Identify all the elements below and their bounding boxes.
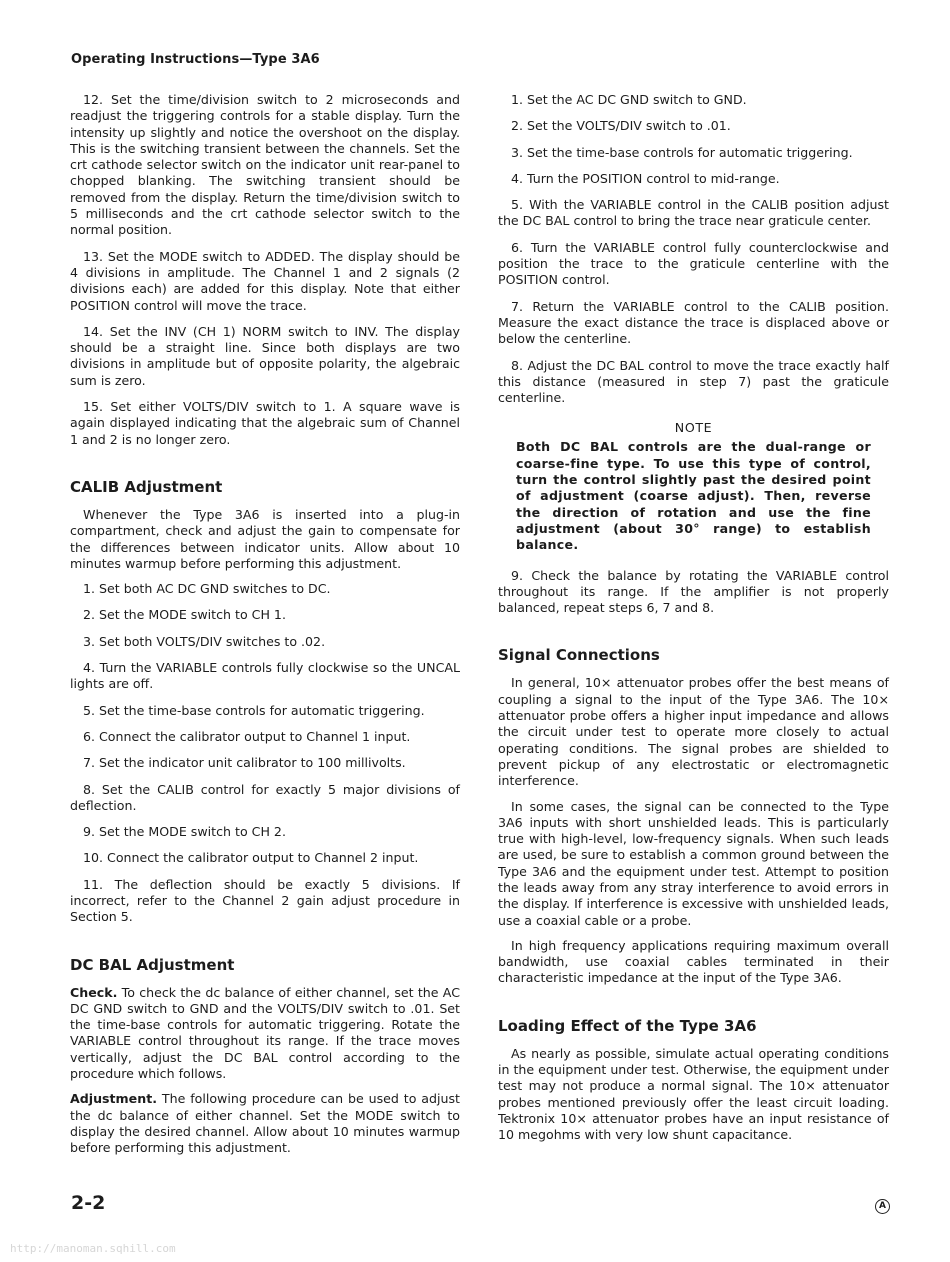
paragraph-step-15: 15. Set either VOLTS/DIV switch to 1. A square wave is again displayed indicating that the algebraic sum of Channel 1 and 2 is no longer zero. — [70, 399, 460, 447]
dcbal-adjust-paragraph — [70, 1091, 460, 1156]
paragraph-step-13: 13. Set the MODE switch to ADDED. The display should be 4 divisions in amplitude. The Channel 1 and 2 signals (2 divisions each) are added for this display. Note that either POSITION control will move the trace. — [70, 248, 460, 313]
calib-step: 2. Set the MODE switch to CH 1. — [83, 607, 286, 623]
loading-paragraph: As nearly as possible, simulate actual operating conditions in the equipment under test. Otherwise, the equipment under test may not produce a normal signal. The 10× attenuator probes mentioned previously offer the least circuit loading. Tektronix 10× attenuator probes have an input resistance of 10 megohms with very low shunt capacitance. — [498, 1045, 889, 1143]
dcbal-heading: DC BAL Adjustment — [70, 955, 235, 974]
left-column — [70, 92, 460, 1166]
right-column — [498, 92, 889, 1153]
calib-step: 1. Set both AC DC GND switches to DC. — [83, 581, 331, 597]
signal-paragraph: In general, 10× attenuator probes offer the best means of coupling a signal to the input of the Type 3A6. The 10× attenuator probe offers a higher input impedance and allows the circuit under test to operate more closely to actual operating conditions. The signal probes are shielded to prevent pickup of any electrostatic or electromagnetic interference. — [498, 675, 889, 789]
dcbal-step: 4. Turn the POSITION control to mid-range. — [511, 170, 780, 186]
calib-step: 10. Connect the calibrator output to Channel 2 input. — [83, 850, 419, 866]
calib-step: 9. Set the MODE switch to CH 2. — [83, 824, 286, 840]
dcbal-step: 7. Return the VARIABLE control to the CALIB position. Measure the exact distance the trace is displaced above or below the centerline. — [498, 298, 889, 347]
dcbal-step: 3. Set the time-base controls for automatic triggering. — [511, 144, 853, 160]
paragraph-step-14: 14. Set the INV (CH 1) NORM switch to INV. The display should be a straight line. Since both displays are two divisions in amplitude but of opposite polarity, the algebraic sum is zero. — [70, 323, 460, 388]
dcbal-step-9: 9. Check the balance by rotating the VARIABLE control throughout its range. If the amplifier is not properly balanced, repeat steps 6, 7 and 8. — [498, 567, 889, 616]
calib-step: 7. Set the indicator unit calibrator to 100 millivolts. — [83, 755, 406, 771]
signal-paragraph: In high frequency applications requiring maximum overall bandwidth, use coaxial cables terminated in their characteristic impedance at the input of the Type 3A6. — [498, 937, 889, 986]
calib-step: 6. Connect the calibrator output to Channel 1 input. — [83, 728, 411, 744]
dcbal-adjust-text: The following procedure can be used to adjust the dc balance of either channel. Set the MODE switch to display the desired channel. Allow about 10 minutes warmup before performing this adjustment. — [70, 1091, 460, 1156]
calib-intro: Whenever the Type 3A6 is inserted into a plug-in compartment, check and adjust the gain to compensate for the differences between indicator units. Allow about 10 minutes warmup before performing this adjustment. — [70, 506, 460, 571]
watermark: http://manoman.sqhill.com — [10, 1242, 176, 1255]
paragraph-step-12: 12. Set the time/division switch to 2 microseconds and readjust the triggering controls for a stable display. Turn the intensity up slightly and notice the overshoot on the display. This is the switching transient between the channels. Set the crt cathode selector switch on the indicator unit rear-panel to chopped blanking. The switching transient should be removed from the display. Return the time/division switch to 5 milliseconds and the crt cathode selector switch to the normal position. — [70, 92, 460, 238]
dcbal-step: 6. Turn the VARIABLE control fully counterclockwise and position the trace to the graticule centerline with the POSITION control. — [498, 239, 889, 288]
loading-effect-heading: Loading Effect of the Type 3A6 — [498, 1016, 757, 1035]
calib-step: 3. Set both VOLTS/DIV switches to .02. — [83, 633, 326, 649]
revision-mark-icon: A — [875, 1199, 890, 1214]
calib-step: 5. Set the time-base controls for automatic triggering. — [83, 702, 425, 718]
dcbal-step: 8. Adjust the DC BAL control to move the trace exactly half this distance (measured in step 7) past the graticule centerline. — [498, 357, 889, 406]
dcbal-check-paragraph — [70, 985, 460, 1083]
calib-step: 11. The deflection should be exactly 5 divisions. If incorrect, refer to the Channel 2 gain adjust procedure in Section 5. — [70, 876, 460, 925]
dcbal-check-text: To check the dc balance of either channel, set the AC DC GND switch to GND and the VOLTS/DIV switch to .01. Set the time-base controls for automatic triggering. Rotate the VARIABLE control throughout its range. If the trace moves vertically, adjust the DC BAL control according to the procedure which follows. — [70, 984, 460, 1082]
dcbal-step: 1. Set the AC DC GND switch to GND. — [511, 92, 747, 107]
dcbal-step: 2. Set the VOLTS/DIV switch to .01. — [511, 118, 731, 134]
signal-connections-heading: Signal Connections — [498, 646, 660, 665]
calib-heading: CALIB Adjustment — [70, 477, 223, 496]
page-header: Operating Instructions—Type 3A6 — [71, 52, 320, 67]
note-heading: NOTE — [674, 420, 713, 436]
calib-step: 8. Set the CALIB control for exactly 5 major divisions of deflection. — [70, 781, 460, 813]
signal-paragraph: In some cases, the signal can be connected to the Type 3A6 inputs with short unshielded leads. This is particularly true with high-level, low-frequency signals. When such leads are used, be sure to establish a common ground between the Type 3A6 and the equipment under test. Attempt to position the leads away from any stray interference to avoid errors in the display. If interference is excessive with unshielded leads, use a coaxial cable or a probe. — [498, 798, 889, 928]
dcbal-step: 5. With the VARIABLE control in the CALIB position adjust the DC BAL control to bring the trace near graticule center. — [498, 197, 889, 229]
dcbal-adjust-label: Adjustment. — [70, 1091, 157, 1107]
calib-step: 4. Turn the VARIABLE controls fully clockwise so the UNCAL lights are off. — [70, 660, 460, 692]
page-number: 2-2 — [71, 1192, 106, 1214]
note-body: Both DC BAL controls are the dual-range or coarse-fine type. To use this type of control, turn the control slightly past the desired point of adjustment (coarse adjust). Then, reverse the direction of rotation and use the fine adjustment (about 30° range) to establish balance. — [516, 439, 871, 553]
dcbal-check-label: Check. — [70, 984, 118, 1000]
